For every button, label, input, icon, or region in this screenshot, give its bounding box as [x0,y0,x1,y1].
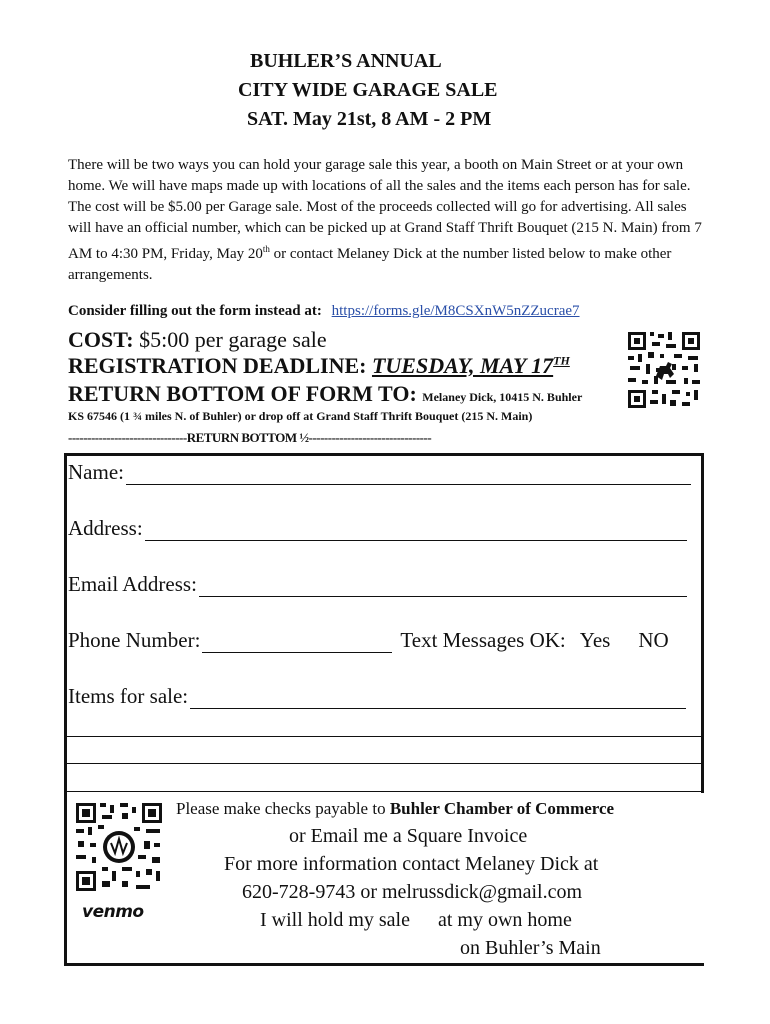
phone-field[interactable] [68,628,669,653]
text-no-option[interactable]: NO [638,628,669,652]
title-line-2: CITY WIDE GARAGE SALE [238,79,498,101]
address-field[interactable] [68,516,687,541]
online-form-link[interactable]: https://forms.gle/M8CSXnW5nZZucrae7 [331,303,580,319]
qr-code-icon [74,801,164,893]
items-extra-line[interactable] [67,791,701,792]
return-address-continued: KS 67546 (1 ¾ miles N. of Buhler) or drop off at Grand Staff Thrift Bouquet (215 N. Main) [68,409,533,423]
return-form-line: RETURN BOTTOM OF FORM TO: Melaney Dick, 10415 N. Buhler [68,381,583,406]
title-line-1: BUHLER’S ANNUAL [250,50,442,72]
online-form-line [68,303,580,320]
text-messages-label: Text Messages OK: [400,628,566,652]
sale-location-line [260,909,572,932]
text-yes-option[interactable]: Yes [579,628,611,652]
address-blank[interactable] [145,516,687,541]
phone-blank[interactable] [202,628,392,653]
registration-deadline: REGISTRATION DEADLINE: TUESDAY, MAY 17TH [68,353,570,378]
address-label: Address: [68,516,143,540]
items-field[interactable] [68,684,686,709]
online-form-label: Consider filling out the form instead at: [68,303,322,319]
square-invoice-line: or Email me a Square Invoice [289,825,528,847]
phone-label: Phone Number: [68,628,201,652]
items-extra-line[interactable] [67,736,701,737]
items-blank[interactable] [190,684,686,709]
items-extra-line[interactable] [67,763,701,764]
contact-info-line: For more information contact Melaney Dick at [224,853,599,875]
name-label: Name: [68,460,124,484]
checks-payable-line: Please make checks payable to Buhler Chamber of Commerce [176,799,615,818]
name-blank[interactable] [126,460,691,485]
sale-location-label: I will hold my sale [260,909,410,931]
name-field[interactable] [68,460,691,485]
contact-phone-email: 620-728-9743 or melrussdick@gmail.com [242,881,583,903]
items-label: Items for sale: [68,684,189,708]
email-blank[interactable] [199,572,687,597]
buhler-main-option[interactable]: on Buhler’s Main [460,937,601,959]
qr-code-icon [626,330,702,410]
email-field[interactable] [68,572,687,597]
form-left-border [64,793,67,965]
title-line-3: SAT. May 21st, 8 AM - 2 PM [247,108,492,130]
registration-form-box [64,453,704,793]
venmo-logo: venmo [82,902,144,922]
cut-line: -------------------------------RETURN BOTTOM ½-------------------------------- [68,430,432,445]
form-bottom-border [64,963,704,966]
own-home-option[interactable]: at my own home [437,909,572,931]
email-label: Email Address: [68,572,197,596]
cost-line: COST: $5:00 per garage sale [68,327,327,352]
intro-paragraph: There will be two ways you can hold your garage sale this year, a booth on Main Street or at your own home. We will have maps made up with locations of all the sales and the items each person has for sale. The cost will be $5.00 per Garage sale. Most of the proceeds collected will go for advertising. All sales will have an official number, which can be picked up at Grand Staff Thrift Bouquet (215 N. Main) from 7 AM to 4:30 PM, Friday, May 20th or contact Melaney Dick at the number listed below to make other arrangements. [68,157,702,283]
